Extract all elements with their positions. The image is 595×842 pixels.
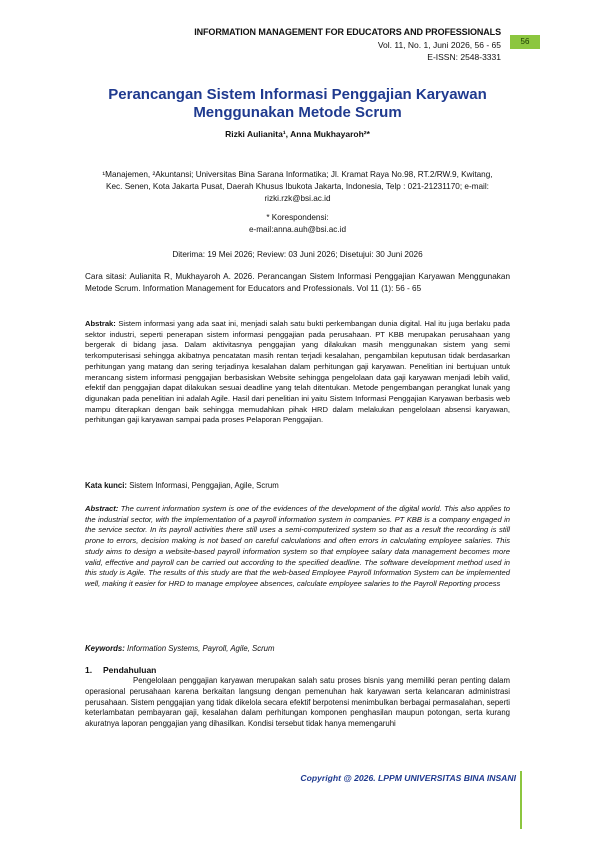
- abstrak-text: Sistem informasi yang ada saat ini, menjadi salah satu bukti perkembangan dunia digital. Hal itu juga berlaku pada sektor industri, seperti penerapan sistem informasi penggajian pada perusahaan. PT KBB merupakan perusahaan yang bergerak di bidang jasa. Dalam aktivitasnya penggajian yang dilakukan masih menggunakan sistem yang semi terkomputerisasi sehingga akibatnya pencatatan masih rentan terjadi kesalahan, pengambilan keputusan tidak berdasarkan perhitungan yang matang dan sering terjadinya kesalahan dalam perhitungan gaji karyawan. Penelitian ini bertujuan untuk merancang sistem informasi penggajian berbasiskan Website sehingga pengelolaan data gaji karyawan menjadi lebih valid, efektif dan penggajian dapat dilakukan sesuai deadline yang telah ditentukan. Metode pengembangan perangkat lunak yang digunakan pada penelitian ini adalah Agile. Hasil dari penelitian ini yaitu Sistem Informasi Penggajian Karyawan berbasis web mampu diterapkan dengan baik sehingga memudahkan pihak HRD dalam melakukan pengelolaan absensi karyawan, perhitungan gaji karyawan sampai pada proses Pelaporan Penggajian.: [85, 319, 510, 425]
- kata-kunci: [85, 481, 510, 490]
- intro-paragraph: Pengelolaan penggajian karyawan merupakan salah satu proses bisnis yang memiliki peran penting dalam operasional perusahaan karena berkaitan langsung dengan pemenuhan hak karyawan serta kelancaran administrasi perusahaan. Sistem penggajian yang tidak dikelola secara efektif berpotensi menimbulkan berbagai permasalahan, seperti keterlambatan pembayaran gaji, kesalahan dalam perhitungan komponen penghasilan maupun potongan, serta kurang akuratnya laporan penggajian yang dihasilkan. Kondisi tersebut tidak hanya memengaruhi: [85, 676, 510, 729]
- kata-kunci-text: Sistem Informasi, Penggajian, Agile, Scrum: [129, 481, 279, 490]
- citation: Cara sitasi: Aulianita R, Mukhayaroh A. 2026. Perancangan Sistem Informasi Penggajian Karyawan Menggunakan Metode Scrum. Information Management for Educators and Professionals. Vol 11 (1): 56 - 65: [85, 272, 510, 293]
- section-title: Pendahuluan: [103, 665, 157, 675]
- affiliation: ¹Manajemen, ²Akuntansi; Universitas Bina Sarana Informatika; Jl. Kramat Raya No.98, RT.2/RW.9, Kwitang, Kec. Senen, Kota Jakarta Pusat, Daerah Khusus Ibukota Jakarta, Indonesia, Telp : 021-21231170; e-mail: rizki.rzk@bsi.ac.id: [102, 170, 493, 203]
- abstrak: [85, 319, 510, 426]
- abstrak-label: Abstrak:: [85, 319, 116, 328]
- section-number: 1.: [85, 665, 93, 675]
- correspondence-email: e-mail:anna.auh@bsi.ac.id: [248, 225, 347, 234]
- abstract: [85, 504, 510, 590]
- correspondence-label: * Korespondensi:: [266, 213, 329, 222]
- keywords: [85, 644, 510, 653]
- page-number-badge: 56: [510, 35, 540, 49]
- section-heading: [85, 665, 156, 675]
- keywords-label: Keywords:: [85, 644, 125, 653]
- copyright-footer: Copyright @ 2026. LPPM UNIVERSITAS BINA INSANI: [300, 773, 516, 783]
- abstract-label: Abstract:: [85, 504, 119, 513]
- correspondence: [100, 212, 495, 236]
- abstract-text: The current information system is one of the evidences of the development of the digital world. This also applies to the industrial sector, with the implementation of a payroll information system in companies. PT KBB is a company engaged in the service sector. In its payroll activities there still uses a semi-computerized system so that as a result the recording is still prone to errors, decision making is not based on careful calculations and often errors in calculating employee salaries. This study aims to design a website-based payroll information system so that employee salary data management becomes more valid, effective and payroll can be carried out according to the specified deadline. The software development method used in this study is Agile. The results of this study are that the web-based Employee Payroll Information System can be implemented well, making it easier for HRD to manage employee absences, calculate employee salaries to the Payroll Reporting process: [85, 504, 510, 588]
- volume-line: Vol. 11, No. 1, Juni 2026, 56 - 65: [377, 40, 501, 50]
- authors: Rizki Aulianita¹, Anna Mukhayaroh²*: [225, 129, 370, 139]
- journal-volume-info: [378, 39, 501, 63]
- kata-kunci-label: Kata kunci:: [85, 481, 128, 490]
- submission-dates: Diterima: 19 Mei 2026; Review: 03 Juni 2026; Disetujui: 30 Juni 2026: [172, 250, 423, 259]
- journal-name: INFORMATION MANAGEMENT FOR EDUCATORS AND PROFESSIONALS: [194, 27, 501, 37]
- keywords-text: Information Systems, Payroll, Agile, Scrum: [127, 644, 275, 653]
- footer-accent-bar: [520, 771, 522, 829]
- issn: E-ISSN: 2548-3331: [427, 52, 501, 62]
- paper-title: Perancangan Sistem Informasi Penggajian Karyawan Menggunakan Metode Scrum: [108, 86, 487, 121]
